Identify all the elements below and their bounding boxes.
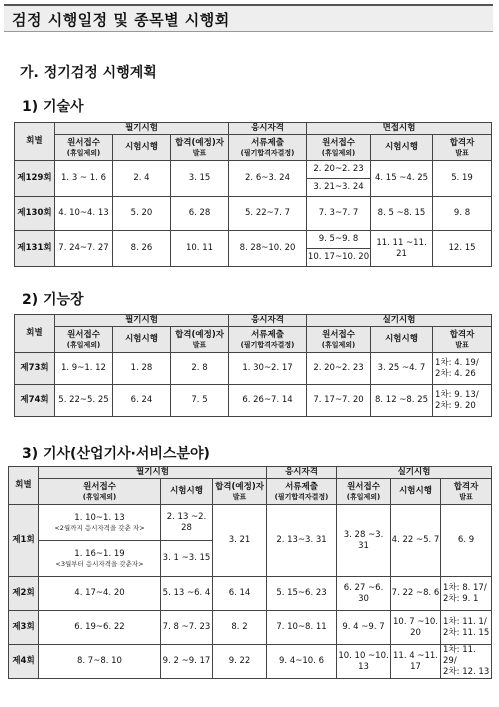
cell-w-pass: 9. 22 <box>213 645 267 679</box>
cell-p-reg: 10. 10 ~10. 13 <box>337 645 391 679</box>
table1-heading: 1) 기술사 <box>22 99 84 115</box>
col-w-pass: 합격(예정)자 발표 <box>213 479 267 505</box>
col-p-exam: 시험시행 <box>371 135 433 161</box>
col-q-doc: 서류제출 (필기합격자결정) <box>267 479 337 505</box>
cell-q-doc: 5. 15~6. 23 <box>267 577 337 611</box>
row-round: 제1회 <box>9 505 39 577</box>
cell-w-exam: 2. 13 ~2. 28 <box>161 505 213 541</box>
cell-w-pass: 6. 28 <box>171 197 229 231</box>
cell-p-pass: 1차: 4. 19/ 2차: 4. 26 <box>433 353 492 385</box>
col-w-exam: 시험시행 <box>113 135 171 161</box>
table-row <box>15 197 492 231</box>
cell-w-pass: 10. 11 <box>171 231 229 267</box>
table-row <box>9 577 492 611</box>
table-row <box>15 353 492 385</box>
cell-w-pass: 6. 14 <box>213 577 267 611</box>
cell-w-exam: 7. 8 ~7. 23 <box>161 611 213 645</box>
cell-w-exam: 5. 13 ~6. 4 <box>161 577 213 611</box>
cell-p-reg: 2. 20~2. 23 3. 21~3. 24 <box>307 161 371 197</box>
section-heading: 가. 정기검정 시행계획 <box>20 65 157 81</box>
cell-w-exam: 1. 28 <box>113 353 171 385</box>
cell-p-reg: 9. 5~9. 8 10. 17~10. 20 <box>307 231 371 267</box>
col-p-pass: 합격자 발표 <box>433 327 492 353</box>
col-p-exam: 시험시행 <box>391 479 441 505</box>
cell-w-reg: 1. 16~1. 19 <3월부터 응시자격을 갖춘자> <box>39 541 161 577</box>
cell-p-exam: 4. 22 ~5. 7 <box>391 505 441 577</box>
table-master-craftsman <box>14 314 492 417</box>
cell-q-doc: 7. 10~8. 11 <box>267 611 337 645</box>
cell-q-doc: 2. 13~3. 31 <box>267 505 337 577</box>
row-round: 제4회 <box>9 645 39 679</box>
col-p-reg: 원서접수 (휴일제외) <box>307 327 371 353</box>
col-w-pass: 합격(예정)자 발표 <box>171 327 229 353</box>
cell-w-exam: 6. 24 <box>113 385 171 417</box>
row-round: 제130회 <box>15 197 55 231</box>
cell-p-exam: 8. 5 ~8. 15 <box>371 197 433 231</box>
cell-w-pass: 2. 8 <box>171 353 229 385</box>
cell-q-doc: 5. 22~7. 7 <box>229 197 307 231</box>
table-row <box>15 231 492 267</box>
row-round: 제131회 <box>15 231 55 267</box>
row-round: 제3회 <box>9 611 39 645</box>
cell-w-reg: 6. 19~6. 22 <box>39 611 161 645</box>
col-p-pass: 합격자 발표 <box>433 135 492 161</box>
cell-w-reg: 4. 10~4. 13 <box>55 197 113 231</box>
col-round: 회별 <box>15 315 55 353</box>
cell-p-exam: 4. 15 ~4. 25 <box>371 161 433 197</box>
cell-p-pass: 1차: 11. 1/ 2차: 11. 15 <box>441 611 492 645</box>
cell-w-exam: 3. 1 ~3. 15 <box>161 541 213 577</box>
group-qual: 응시자격 <box>229 315 307 327</box>
col-w-exam: 시험시행 <box>113 327 171 353</box>
cell-q-doc: 9. 4~10. 6 <box>267 645 337 679</box>
cell-q-doc: 8. 28~10. 20 <box>229 231 307 267</box>
cell-w-reg: 1. 3 ~ 1. 6 <box>55 161 113 197</box>
cell-w-exam: 9. 2 ~9. 17 <box>161 645 213 679</box>
table2-heading: 2) 기능장 <box>22 292 84 308</box>
group-written: 필기시험 <box>55 123 229 135</box>
cell-p-reg: 7. 3~7. 7 <box>307 197 371 231</box>
cell-p-pass: 5. 19 <box>433 161 492 197</box>
col-p-reg: 원서접수 (휴일제외) <box>337 479 391 505</box>
cell-w-reg: 4. 17~4. 20 <box>39 577 161 611</box>
cell-w-pass: 3. 15 <box>171 161 229 197</box>
cell-w-pass: 7. 5 <box>171 385 229 417</box>
group-written: 필기시험 <box>55 315 229 327</box>
col-w-exam: 시험시행 <box>161 479 213 505</box>
col-w-reg: 원서접수 (휴일제외) <box>55 135 113 161</box>
table-row <box>9 505 492 541</box>
table-engineer <box>14 122 492 267</box>
cell-w-pass: 3. 21 <box>213 505 267 577</box>
cell-w-reg: 8. 7~8. 10 <box>39 645 161 679</box>
cell-p-reg: 7. 17~7. 20 <box>307 385 371 417</box>
cell-w-reg: 1. 10~1. 13 <2월까지 응시자격을 갖춘 자> <box>39 505 161 541</box>
group-practical: 실기시험 <box>337 467 492 479</box>
cell-q-doc: 1. 30~2. 17 <box>229 353 307 385</box>
group-practical: 실기시험 <box>307 315 492 327</box>
cell-p-pass: 6. 9 <box>441 505 492 577</box>
table-row <box>9 645 492 679</box>
table3-heading: 3) 기사(산업기사·서비스분야) <box>22 446 210 462</box>
cell-p-pass: 1차: 11. 29/ 2차: 12. 13 <box>441 645 492 679</box>
col-w-pass: 합격(예정)자 발표 <box>171 135 229 161</box>
cell-w-reg: 7. 24~7. 27 <box>55 231 113 267</box>
col-q-doc: 서류제출 (필기합격자결정) <box>229 327 307 353</box>
table-row <box>15 161 492 197</box>
cell-q-doc: 6. 26~7. 14 <box>229 385 307 417</box>
cell-p-reg: 3. 28 ~3. 31 <box>337 505 391 577</box>
row-round: 제73회 <box>15 353 55 385</box>
col-q-doc: 서류제출 (필기합격자결정) <box>229 135 307 161</box>
cell-q-doc: 2. 6~3. 24 <box>229 161 307 197</box>
cell-p-exam: 7. 22 ~8. 6 <box>391 577 441 611</box>
table-industrial-engineer <box>8 466 492 679</box>
cell-p-exam: 3. 25 ~4. 7 <box>371 353 433 385</box>
table-row <box>9 611 492 645</box>
cell-p-exam: 10. 7 ~10. 20 <box>391 611 441 645</box>
col-w-reg: 원서접수 (휴일제외) <box>39 479 161 505</box>
cell-w-exam: 2. 4 <box>113 161 171 197</box>
cell-w-exam: 5. 20 <box>113 197 171 231</box>
cell-w-exam: 8. 26 <box>113 231 171 267</box>
cell-w-reg: 1. 9~1. 12 <box>55 353 113 385</box>
page-title-bar <box>4 4 493 32</box>
group-practical: 면접시험 <box>307 123 492 135</box>
row-round: 제129회 <box>15 161 55 197</box>
cell-p-reg: 2. 20~2. 23 <box>307 353 371 385</box>
cell-p-pass: 9. 8 <box>433 197 492 231</box>
col-p-exam: 시험시행 <box>371 327 433 353</box>
cell-p-exam: 11. 11 ~11. 21 <box>371 231 433 267</box>
col-round: 회별 <box>9 467 39 505</box>
cell-p-reg: 9. 4 ~9. 7 <box>337 611 391 645</box>
cell-w-reg: 5. 22~5. 25 <box>55 385 113 417</box>
cell-p-reg: 6. 27 ~6. 30 <box>337 577 391 611</box>
col-w-reg: 원서접수 (휴일제외) <box>55 327 113 353</box>
page-title: 검정 시행일정 및 종목별 시행회 <box>12 11 230 29</box>
col-p-pass: 합격자 발표 <box>441 479 492 505</box>
cell-p-exam: 11. 4 ~11. 17 <box>391 645 441 679</box>
group-qual: 응시자격 <box>229 123 307 135</box>
group-qual: 응시자격 <box>267 467 337 479</box>
row-round: 제74회 <box>15 385 55 417</box>
row-round: 제2회 <box>9 577 39 611</box>
cell-p-pass: 1차: 9. 13/ 2차: 9. 20 <box>433 385 492 417</box>
cell-p-pass: 1차: 8. 17/ 2차: 9. 1 <box>441 577 492 611</box>
col-round: 회별 <box>15 123 55 161</box>
cell-p-exam: 8. 12 ~8. 25 <box>371 385 433 417</box>
cell-p-pass: 12. 15 <box>433 231 492 267</box>
cell-w-pass: 8. 2 <box>213 611 267 645</box>
table-row <box>15 385 492 417</box>
group-written: 필기시험 <box>39 467 267 479</box>
col-p-reg: 원서접수 (휴일제외) <box>307 135 371 161</box>
